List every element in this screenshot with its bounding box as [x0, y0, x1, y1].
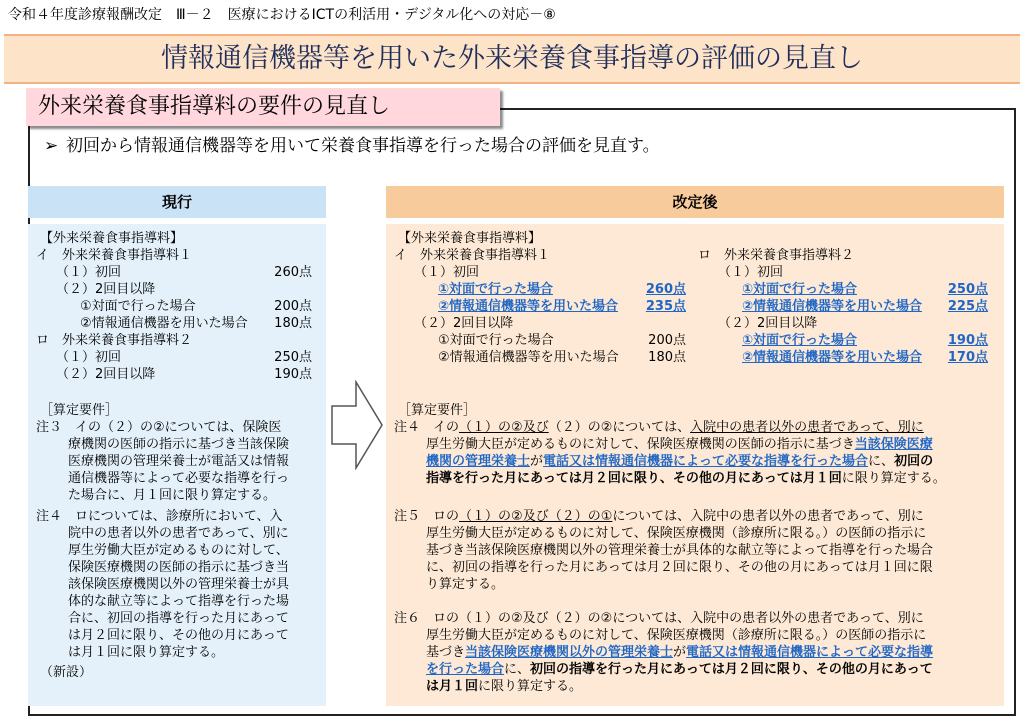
note5-line-5: り算定する。: [426, 577, 505, 592]
fee1-first-inperson-value: 260点: [645, 282, 686, 297]
note4-line-3: 厚生労働大臣が定めるものに対して、: [68, 543, 289, 558]
current-column-header: 現行: [28, 186, 326, 218]
fee1-first-inperson-label: ①対面で行った場合: [438, 282, 554, 297]
fee1-first-ict-label: ②情報通信機器等を用いた場合: [438, 299, 619, 314]
note6-line-4: を行った場合に、初回の指導を行った月にあっては月２回に限り、その他の月にあって: [426, 662, 933, 677]
fee1-repeat-inperson-value: 200点: [274, 299, 312, 314]
fee2-first-inperson-label: ①対面で行った場合: [742, 282, 858, 297]
note5-line-3: 基づき当該保険医療機関以外の管理栄養士が具体的な献立等によって指導を行った場合: [426, 543, 934, 558]
summary-line: [44, 134, 660, 158]
requirements-title: ［算定要件］: [40, 403, 119, 418]
note6-line-2: 厚生労働大臣が定めるものに対して、保険医療機関（診療所に限る。）の医師の指示に: [426, 628, 927, 643]
fee1-first-label: （１）初回: [414, 265, 480, 280]
fee2-repeat-label: （２）2回目以降: [718, 316, 818, 331]
fee2-repeat-inperson-label: ①対面で行った場合: [742, 333, 858, 348]
note6-line-1: 注６ ロの（１）の②及び（２）の②については、入院中の患者以外の患者であって、別に: [394, 611, 924, 626]
fee2-first-label: （１）初回: [56, 350, 122, 365]
bullet-arrow-icon: ➢: [44, 136, 59, 156]
section-title: 外来栄養食事指導料の要件の見直し: [38, 94, 391, 119]
note4-line-9: は月１回に限り算定する。: [68, 645, 225, 660]
fee1-repeat-inperson-label: ①対面で行った場合: [80, 299, 196, 314]
note5-line-2: 厚生労働大臣が定めるものに対して、保険医療機関（診療所に限る。）の医師の指示に: [426, 526, 927, 541]
note3-line-4: 通信機器等によって必要な指導を行っ: [68, 471, 290, 486]
note6-line-3: 基づき当該保険医療機関以外の管理栄養士が電話又は情報通信機器によって必要な指導: [426, 645, 934, 660]
note3-line-3: 医療機関の管理栄養士が電話又は情報: [68, 454, 290, 469]
requirements-title: ［算定要件］: [398, 403, 477, 418]
note4-line-5: 該保険医療機関以外の管理栄養士が具: [68, 577, 290, 592]
note4-line-3: 機関の管理栄養士が電話又は情報通信機器によって必要な指導を行った場合に、初回の: [426, 454, 934, 469]
fee1-repeat-ict-label: ②情報通信機器を用いた場合: [80, 316, 248, 331]
note4-line-7: 合に、初回の指導を行った月にあって: [68, 611, 289, 626]
note4-line-4: 指導を行った月にあっては月２回に限り、その他の月にあっては月１回に限り算定する。: [426, 471, 946, 486]
note3-line-5: た場合に、月１回に限り算定する。: [68, 488, 277, 503]
fee2-repeat-inperson-value: 190点: [947, 333, 988, 348]
title-bar: [4, 34, 1020, 84]
page-title: 情報通信機器等を用いた外来栄養食事指導の評価の見直し: [161, 43, 863, 74]
fee1-first-ict-value: 235点: [645, 299, 686, 314]
revised-column-header: 改定後: [386, 186, 1004, 218]
fee2-repeat-ict-label: ②情報通信機器等を用いた場合: [742, 350, 923, 365]
note4-line-6: 体的な献立等によって指導を行った場: [68, 594, 290, 609]
fee2-first-label: （１）初回: [718, 265, 784, 280]
note3-line-2: 療機関の医師の指示に基づき当該保険: [68, 437, 290, 452]
fee2-first-ict-label: ②情報通信機器等を用いた場合: [742, 299, 923, 314]
fee2-repeat-ict-value: 170点: [947, 350, 988, 365]
slide-header: 令和４年度診療報酬改定 Ⅲ－２ 医療におけるICTの利活用・デジタル化への対応－⑧: [8, 7, 556, 23]
fee1-repeat-ict-value: 180点: [274, 316, 312, 331]
note4-line-1: 注４ イの（１）の②及び（２）の②については、入院中の患者以外の患者であって、別に: [394, 420, 924, 435]
current-panel: [28, 224, 326, 706]
fee1-first-label: （１）初回: [56, 265, 122, 280]
new-item-note: （新設）: [40, 665, 93, 680]
summary-text: 初回から情報通信機器等を用いて栄養食事指導を行った場合の評価を見直す。: [66, 136, 660, 156]
note5-line-4: に、初回の指導を行った月にあっては月２回に限り、その他の月にあっては月１回に限: [426, 560, 933, 575]
arrow-right-icon: [330, 380, 384, 470]
fee1-title: イ 外来栄養食事指導料１: [394, 248, 551, 263]
fee2-first-ict-value: 225点: [947, 299, 988, 314]
fee1-first-value: 260点: [274, 265, 312, 280]
fee1-repeat-ict-value: 180点: [648, 350, 686, 365]
fee2-first-value: 250点: [274, 350, 312, 365]
note4-line-2: 院中の患者以外の患者であって、別に: [68, 526, 289, 541]
fee1-repeat-label: （２）2回目以降: [414, 316, 514, 331]
note5-line-1: 注５ ロの（１）の②及び（２）の①については、入院中の患者以外の患者であって、別に: [394, 509, 924, 524]
note6-line-5: は月１回に限り算定する。: [426, 679, 583, 694]
fee-title: 【外来栄養食事指導料】: [398, 231, 542, 246]
fee2-repeat-label: （２）2回目以降: [56, 367, 156, 382]
fee1-repeat-ict-label: ②情報通信機器等を用いた場合: [438, 350, 619, 365]
fee1-repeat-inperson-value: 200点: [648, 333, 686, 348]
fee2-repeat-value: 190点: [274, 367, 312, 382]
note3-line-1: 注３ イの（２）の②については、保険医: [36, 420, 282, 435]
fee1-repeat-inperson-label: ①対面で行った場合: [438, 333, 554, 348]
note4-line-1: 注４ ロについては、診療所において、入: [36, 509, 283, 524]
note4-line-8: は月２回に限り、その他の月にあって: [68, 628, 289, 643]
section-tab: [26, 88, 500, 126]
fee1-repeat-label: （２）2回目以降: [56, 282, 156, 297]
note4-line-2: 厚生労働大臣が定めるものに対して、保険医療機関の医師の指示に基づき当該保険医療: [426, 437, 933, 452]
fee2-first-inperson-value: 250点: [947, 282, 988, 297]
revised-panel: [386, 224, 1004, 706]
fee-title: 【外来栄養食事指導料】: [40, 231, 184, 246]
fee1-title: イ 外来栄養食事指導料１: [36, 248, 193, 263]
fee2-title: ロ 外来栄養食事指導料２: [36, 333, 193, 348]
fee2-title: ロ 外来栄養食事指導料２: [698, 248, 855, 263]
note4-line-4: 保険医療機関の医師の指示に基づき当: [68, 560, 290, 575]
